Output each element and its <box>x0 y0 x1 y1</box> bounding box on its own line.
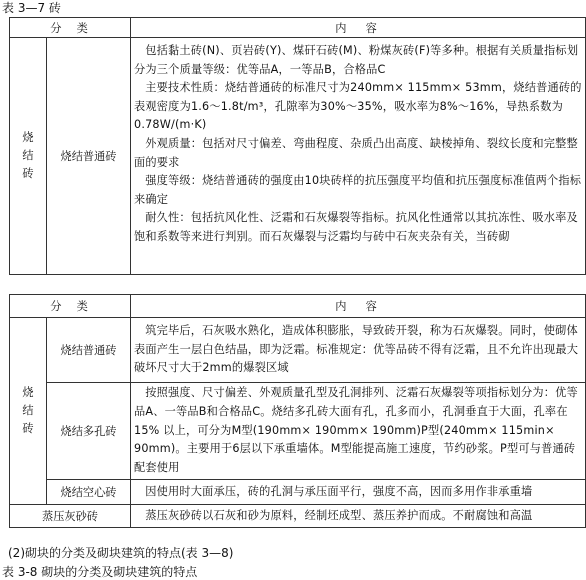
para-technical: 主要技术性质：烧结普通砖的标准尺寸为240mm× 115mm× 53mm，烧结普通砖的表观密度为1.6～1.8t/m³，孔隙率为30%～35%，吸水率为8%～16%，导热系数为0.78W/(m·K) <box>134 81 582 132</box>
header-content-2: 内 容 <box>131 295 586 318</box>
para-perforated: 按照强度、尺寸偏差、外观质量孔型及孔洞排列、泛霜石灰爆裂等项指标划分为：优等品A、一等品B和合格品C。烧结多孔砖大面有孔，孔多而小，孔洞垂直于大面，孔率在15% 以上，可分为M型(190mm× 190mm× 190mm)P型(240mm× 115min× 90mm)。主要用于6层以下承重墙体。M型能提高施工速度，节约砂浆。P型可与普通砖配套使用 <box>134 386 578 475</box>
para-varieties: 包括黏土砖(N)、页岩砖(Y)、煤矸石砖(M)、粉煤灰砖(F)等多种。根据有关质量指标划分为三个质量等级：优等品A，一等品B，合格品C <box>134 44 579 76</box>
content-hollow-brick <box>131 480 586 505</box>
header-category: 分 类 <box>10 18 131 38</box>
row-label-perforated-brick: 烧结多孔砖 <box>47 383 131 480</box>
group-label-text-2: 烧 结 砖 <box>22 386 34 435</box>
para-hollow: 因使用时大面承压，砖的孔洞与承压面平行，强度不高，因而多用作非承重墙 <box>145 484 533 498</box>
para-appearance: 外观质量：包括对尺寸偏差、弯曲程度、杂质凸出高度、缺棱掉角、裂纹长度和完整整面的要求 <box>134 136 578 169</box>
row-label-ordinary-brick: 烧结普通砖 <box>47 38 131 275</box>
para-strength: 强度等级：烧结普通砖的强度由10块砖样的抗压强度平均值和抗压强度标准值两个指标来确定 <box>134 174 582 206</box>
brick-table-part2 <box>9 294 586 528</box>
header-content: 内 容 <box>131 18 586 38</box>
row-label-autoclaved-brick: 蒸压灰砂砖 <box>10 505 131 528</box>
para-durability: 耐久性：包括抗风化性、泛霜和石灰爆裂等指标。抗风化性通常以其抗冻性、吸水率及饱和系数等来进行判别。而石灰爆裂与泛霜均与砖中石灰夹杂有关，当砖砌 <box>134 211 578 243</box>
group-label-fired-brick-2 <box>10 318 47 505</box>
content-perforated-brick <box>131 383 586 480</box>
group-label-fired-brick <box>10 38 47 275</box>
row-label-hollow-brick: 烧结空心砖 <box>47 480 131 505</box>
header-category-2: 分 类 <box>10 295 131 318</box>
content-autoclaved-brick <box>131 505 586 528</box>
group-label-text: 烧 结 砖 <box>22 131 34 180</box>
table-3-7-caption: 表 3—7 砖 <box>2 1 61 15</box>
para-autoclaved: 蒸压灰砂砖以石灰和砂为原料，经制坯成型、蒸压养护而成。不耐腐蚀和高温 <box>145 508 533 522</box>
content-ordinary-brick-2 <box>131 318 586 383</box>
table-3-8-caption: 表 3-8 砌块的分类及砌块建筑的特点 <box>2 565 198 579</box>
content-ordinary-brick <box>131 38 586 275</box>
row-label-ordinary-brick-2: 烧结普通砖 <box>47 318 131 383</box>
para-lime-bursting: 筑完毕后，石灰吸水熟化，造成体积膨胀，导致砖开裂，称为石灰爆裂。同时，使砌体表面产生一层白色结晶，即为泛霜。标准规定：优等品砖不得有泛霜，且不允许出现最大破坏尺寸大于2mm的爆裂区域 <box>134 324 579 375</box>
block-note: (2)砌块的分类及砌块建筑的特点(表 3—8) <box>8 546 234 560</box>
brick-table-part1 <box>9 17 586 275</box>
